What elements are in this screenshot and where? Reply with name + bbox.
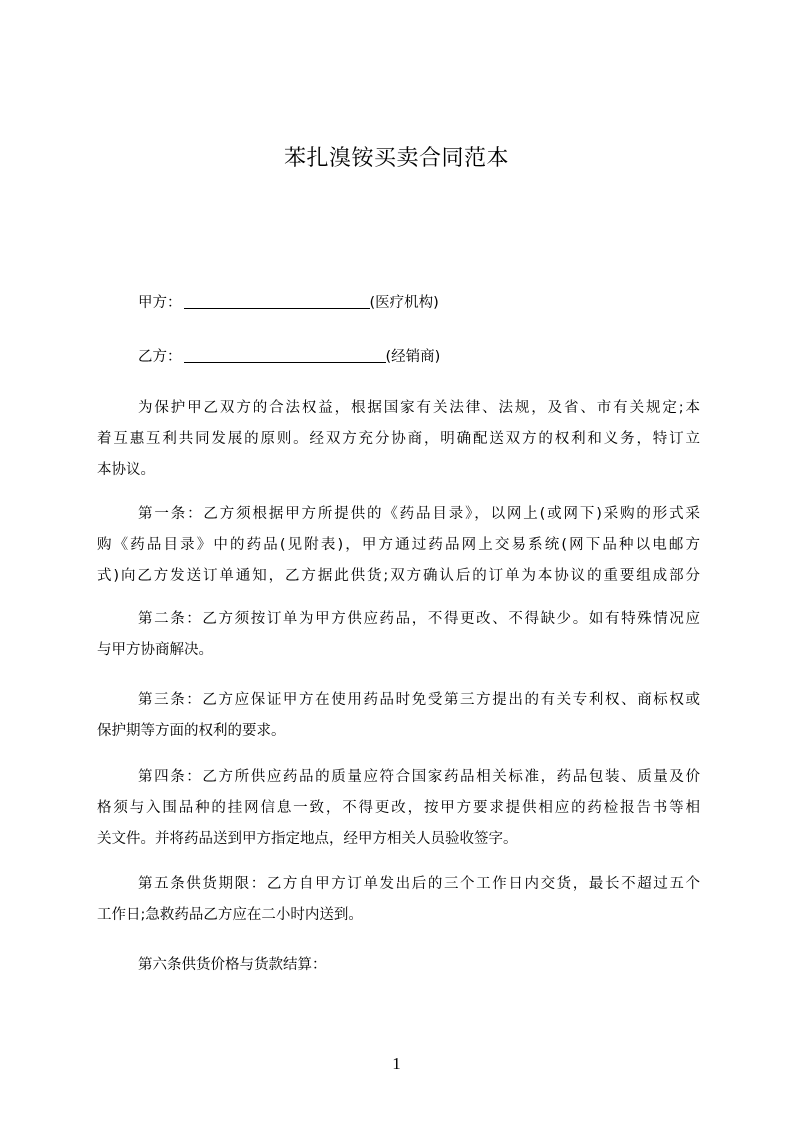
paragraph-article-5 [97,869,700,931]
text-line: 工作日;急救药品乙方应在二小时内送到。 [97,907,363,923]
party-a-blank[interactable] [184,294,370,309]
paragraph-article-6 [97,950,700,981]
paragraph-article-2 [97,604,700,666]
text-line: 关文件。并将药品送到甲方指定地点，经甲方相关人员验收签字。 [97,831,518,847]
party-a-line [138,291,439,312]
paragraph-article-1 [97,499,700,592]
page-number: 1 [392,1054,401,1073]
party-b-blank[interactable] [184,348,386,363]
text-line: 第六条供货价格与货款结算： [138,957,327,973]
document-title: 苯扎溴铵买卖合同范本 [283,146,509,171]
text-line: 为保护甲乙双方的合法权益，根据国家有关法律、法规，及省、市有关规定;本 [138,400,700,416]
text-line: 格须与入围品种的挂网信息一致，不得更改，按甲方要求提供相应的药检报告书等相 [97,800,700,816]
party-b-suffix: (经销商) [385,349,441,365]
text-line: 第四条：乙方所供应药品的质量应符合国家药品相关标准，药品包装、质量及价 [138,769,700,785]
text-line: 与甲方协商解决。 [97,642,213,658]
paragraph-article-3 [97,685,700,747]
text-line: 第五条供货期限：乙方自甲方订单发出后的三个工作日内交货，最长不超过五个 [138,876,700,892]
party-b-label: 乙方： [138,349,182,365]
text-line: 第二条：乙方须按订单为甲方供应药品，不得更改、不得缺少。如有特殊情况应 [138,611,700,627]
paragraph-article-4 [97,762,700,855]
text-line: 保护期等方面的权利的要求。 [97,723,286,739]
text-line: 着互惠互利共同发展的原则。经双方充分协商，明确配送双方的权利和义务，特订立 [97,431,700,447]
text-line: 第三条：乙方应保证甲方在使用药品时免受第三方提出的有关专利权、商标权或 [138,692,700,708]
party-b-line [138,345,440,366]
paragraph-preamble [97,393,700,486]
party-a-suffix: (医疗机构) [369,295,439,311]
text-line: 第一条：乙方须根据甲方所提供的《药品目录》，以网上(或网下)采购的形式采 [138,506,700,522]
text-line: 式)向乙方发送订单通知，乙方据此供货;双方确认后的订单为本协议的重要组成部分 [97,568,700,584]
party-a-label: 甲方： [138,295,182,311]
text-line: 本协议。 [97,462,155,478]
text-line: 购《药品目录》中的药品(见附表)，甲方通过药品网上交易系统(网下品种以电邮方 [97,537,700,553]
